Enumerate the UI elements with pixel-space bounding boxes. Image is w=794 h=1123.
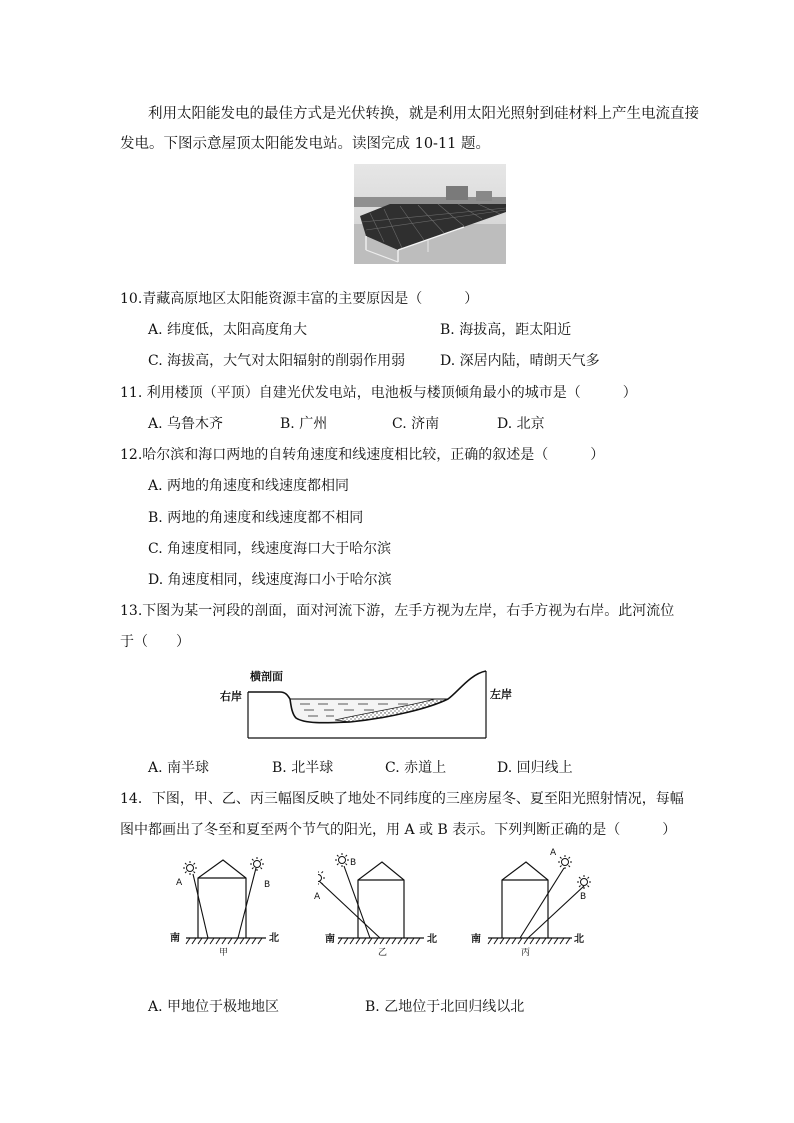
q10-option-b: B. 海拔高，距太阳近	[440, 322, 572, 338]
south-label: 南	[471, 934, 481, 945]
q14-stem-line-1: 14．下图，甲、乙、丙三幅图反映了地处不同纬度的三座房屋冬、夏至阳光照射情况，每幅	[120, 791, 684, 807]
q13-option-c: C. 赤道上	[385, 760, 447, 776]
q13-option-b: B. 北半球	[272, 760, 334, 776]
q12-option-c: C. 角速度相同，线速度海口大于哈尔滨	[148, 541, 392, 557]
cross-section-title: 横剖面	[250, 670, 283, 683]
q10-option-d: D. 深居内陆，晴朗天气多	[440, 353, 600, 369]
q13-option-d: D. 回归线上	[497, 760, 573, 776]
q11-option-a: A. 乌鲁木齐	[148, 416, 224, 432]
q10-option-c: C. 海拔高，大气对太阳辐射的削弱作用弱	[148, 353, 406, 369]
left-bank-label: 左岸	[490, 688, 512, 701]
house-diagram-jia	[168, 852, 288, 964]
intro-line-1: 利用太阳能发电的最佳方式是光伏转换，就是利用太阳光照射到硅材料上产生电流直接	[148, 106, 699, 122]
q13-stem-line-2: 于（ ）	[120, 634, 190, 650]
north-label: 北	[269, 933, 279, 944]
ray-a-label: A	[550, 848, 557, 858]
solar-panel-photo	[354, 164, 506, 264]
q13-stem-line-1: 13.下图为某一河段的剖面，面对河流下游，左手方视为左岸，右手方视为右岸。此河流位	[120, 603, 675, 619]
q14-option-a: A. 甲地位于极地地区	[148, 999, 280, 1015]
q10-stem: 10.青藏高原地区太阳能资源丰富的主要原因是（ ）	[120, 291, 479, 307]
q12-stem: 12.哈尔滨和海口两地的自转角速度和线速度相比较，正确的叙述是（ ）	[120, 447, 605, 463]
north-label: 北	[574, 934, 584, 945]
river-cross-section-figure	[220, 668, 520, 748]
figure-caption-jia: 甲	[219, 948, 229, 958]
south-label: 南	[325, 934, 335, 945]
house-diagram-bing	[468, 846, 593, 964]
q14-stem-line-2: 图中都画出了冬至和夏至两个节气的阳光，用 A 或 B 表示。下列判断正确的是（ ）	[120, 822, 677, 838]
q11-option-b: B. 广州	[280, 416, 328, 432]
figure-caption-yi: 乙	[378, 948, 388, 958]
north-label: 北	[427, 934, 437, 945]
q11-stem: 11. 利用楼顶（平顶）自建光伏发电站，电池板与楼顶倾角最小的城市是（ ）	[120, 385, 637, 401]
q14-option-b: B. 乙地位于北回归线以北	[365, 999, 525, 1015]
figure-caption-bing: 丙	[521, 948, 531, 958]
right-bank-label: 右岸	[220, 690, 242, 703]
house-diagram-yi	[314, 852, 443, 964]
ray-b-label: B	[350, 858, 357, 868]
ray-a-label: A	[176, 878, 183, 888]
ray-b-label: B	[580, 892, 587, 902]
q12-option-d: D. 角速度相同，线速度海口小于哈尔滨	[148, 572, 392, 588]
intro-line-2: 发电。下图示意屋顶太阳能发电站。读图完成 10-11 题。	[120, 136, 491, 152]
ray-a-label: A	[314, 892, 321, 902]
q12-option-b: B. 两地的角速度和线速度都不相同	[148, 510, 364, 526]
q11-option-c: C. 济南	[392, 416, 440, 432]
q12-option-a: A. 两地的角速度和线速度都相同	[148, 478, 350, 494]
ray-b-label: B	[264, 880, 271, 890]
south-label: 南	[170, 933, 180, 944]
q11-option-d: D. 北京	[497, 416, 545, 432]
q10-option-a: A. 纬度低，太阳高度角大	[148, 322, 308, 338]
q13-option-a: A. 南半球	[148, 760, 210, 776]
